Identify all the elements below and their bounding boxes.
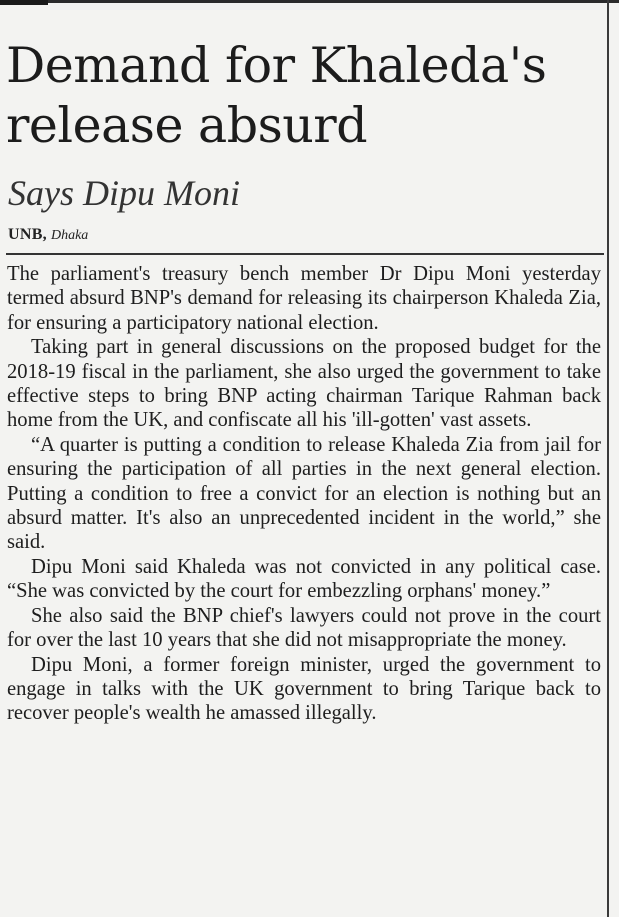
byline-agency: UNB, (8, 226, 47, 243)
article-paragraph: She also said the BNP chief's lawyers could not prove in the court for over the last 10 years that she did not misappropriate the money. (7, 604, 601, 652)
top-rule-stub (0, 0, 48, 5)
article-paragraph: Dipu Moni said Khaleda was not convicted in any political case. “She was convicted by the court for embezzling orphans' money.” (7, 555, 601, 603)
article-paragraph: The parliament's treasury bench member Dr Dipu Moni yesterday termed absurd BNP's demand for releasing its chairperson Khaleda Zia, for ensuring a participatory national election. (7, 263, 601, 334)
subheadline: Says Dipu Moni (8, 173, 240, 213)
column-rule (607, 0, 609, 917)
headline: Demand for Khaleda's release absurd (6, 37, 547, 154)
byline (8, 226, 88, 244)
byline-divider (6, 253, 604, 255)
top-rule (0, 0, 619, 3)
byline-place: Dhaka (50, 228, 89, 243)
article-paragraph: Dipu Moni, a former foreign minister, urged the government to engage in talks with the UK government to bring Tarique back to recover people's wealth he amassed illegally. (7, 653, 601, 725)
article-body (7, 262, 601, 726)
article-paragraph: Taking part in general discussions on the proposed budget for the 2018-19 fiscal in the parliament, she also urged the government to take effective steps to bring BNP acting chairman Tarique Rahman back home from the UK, and confiscate all his 'ill-gotten' vast assets. (7, 336, 601, 432)
article-paragraph: “A quarter is putting a condition to release Khaleda Zia from jail for ensuring the participation of all parties in the next general election. Putting a condition to free a convict for an election is nothing but an absurd matter. It's also an unprecedented incident in the world,” she said. (7, 433, 601, 554)
